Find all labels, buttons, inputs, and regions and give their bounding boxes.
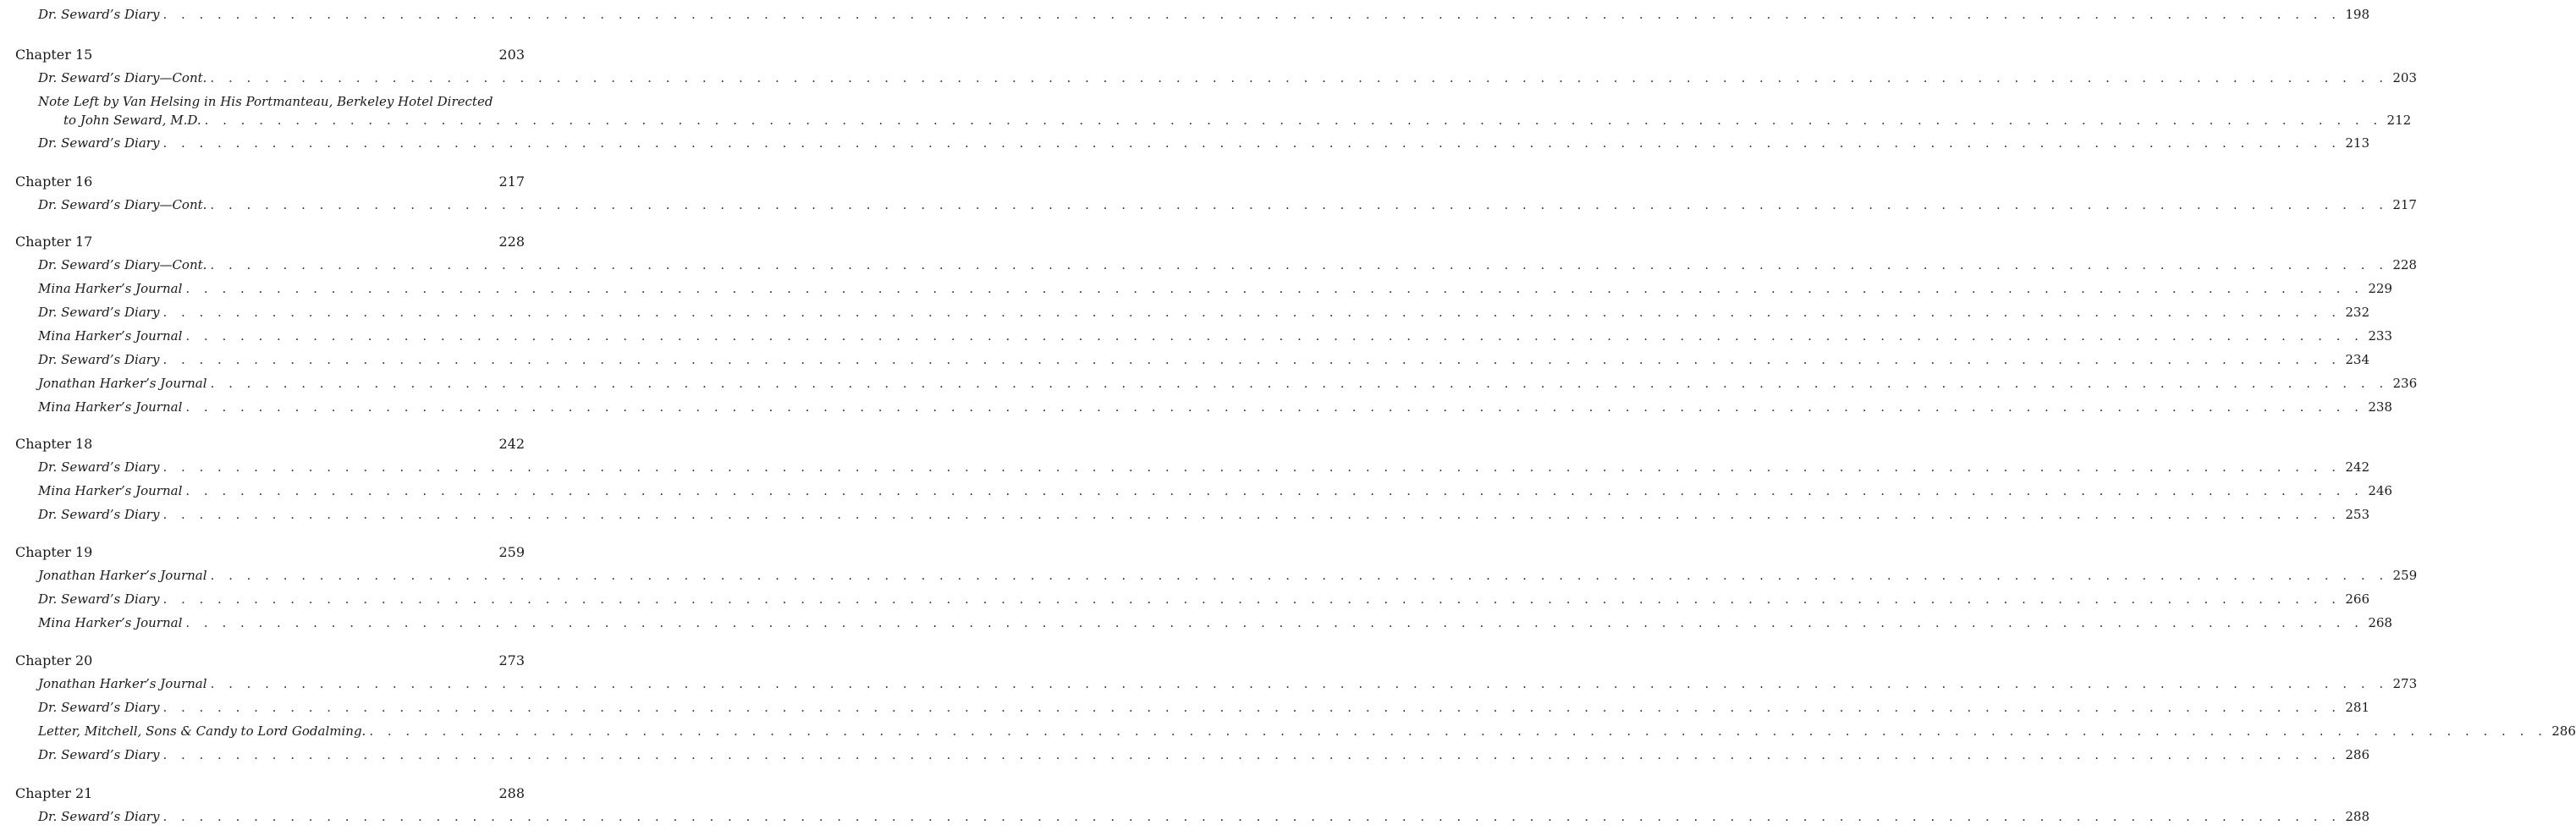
page-number: 253 (2345, 507, 2370, 522)
page-number: 229 (2368, 281, 2392, 296)
dot-leader: . . . . . . . . . . . . . . . . . . . . . . . . . . . . . . . . . . . . . . . . . . . . . . . . . . . . . . . . . . . . . . . . . . . . . . . . . . . . . . . . . . . . . . . . . . . . . . . . . . . . . . . . . . . . . . . . . . . . . . . . (210, 257, 2388, 272)
chapter-title: Chapter 19 (15, 544, 93, 560)
toc-entry (38, 327, 2392, 345)
page-number: 228 (498, 234, 525, 250)
dot-leader: . . . . . . . . . . . . . . . . . . . . . . . . . . . . . . . . . . . . . . . . . . . . . . . . . . . . . . . . . . . . . . . . . . . . . . . . . . . . . . . . . . . . . . . . . . . . . . . . . . . . . . . . . . . . . . . . . . . . . . . . (185, 615, 2364, 630)
entry-title: Dr. Seward’s Diary—Cont. (38, 257, 207, 272)
toc-entry (38, 481, 2392, 500)
page-number: 242 (2345, 459, 2370, 475)
toc-entry (38, 195, 2417, 214)
dot-leader: . . . . . . . . . . . . . . . . . . . . . . . . . . . . . . . . . . . . . . . . . . . . . . . . . . . . . . . . . . . . . . . . . . . . . . . . . . . . . . . . . . . . . . . . . . . . . . . . . . . . . . . . . . . . . . . . . . . . . . . . (369, 723, 2547, 739)
page-number: 198 (2345, 7, 2370, 22)
entry-title: Dr. Seward’s Diary—Cont. (38, 197, 207, 212)
page-number: 233 (2368, 328, 2392, 344)
toc-entry (38, 807, 2370, 826)
entry-title: Dr. Seward’s Diary (38, 352, 160, 367)
toc-entry (38, 590, 2370, 608)
toc-entry (38, 374, 2418, 393)
toc-entry (38, 134, 2370, 152)
dot-leader: . . . . . . . . . . . . . . . . . . . . . . . . . . . . . . . . . . . . . . . . . . . . . . . . . . . . . . . . . . . . . . . . . . . . . . . . . . . . . . . . . . . . . . . . . . . . . . . . . . . . . . . . . . . . . . . . . . . . . . . . (162, 459, 2342, 475)
page-number: 236 (2392, 376, 2418, 391)
entry-title: Dr. Seward’s Diary (38, 700, 160, 715)
toc-entry (38, 5, 2370, 24)
dot-leader: . . . . . . . . . . . . . . . . . . . . . . . . . . . . . . . . . . . . . . . . . . . . . . . . . . . . . . . . . . . . . . . . . . . . . . . . . . . . . . . . . . . . . . . . . . . . . . . . . . . . . . . . . . . . . . . . . . . . . . . . (162, 135, 2342, 151)
page-number: 217 (2392, 197, 2417, 212)
toc-chapter-heading (15, 172, 525, 192)
page-number: 246 (2368, 483, 2392, 498)
toc-entry (38, 279, 2392, 298)
dot-leader: . . . . . . . . . . . . . . . . . . . . . . . . . . . . . . . . . . . . . . . . . . . . . . . . . . . . . . . . . . . . . . . . . . . . . . . . . . . . . . . . . . . . . . . . . . . . . . . . . . . . . . . . . . . . . . . . . . . . . . . . (210, 70, 2388, 85)
toc-entry (38, 92, 2412, 129)
dot-leader: . . . . . . . . . . . . . . . . . . . . . . . . . . . . . . . . . . . . . . . . . . . . . . . . . . . . . . . . . . . . . . . . . . . . . . . . . . . . . . . . . . . . . . . . . . . . . . . . . . . . . . . . . . . . . . . . . . . . . . . . (204, 113, 2383, 128)
page-number: 242 (498, 436, 525, 452)
toc-chapter-heading (15, 45, 525, 65)
page-number: 286 (2345, 747, 2370, 762)
dot-leader: . . . . . . . . . . . . . . . . . . . . . . . . . . . . . . . . . . . . . . . . . . . . . . . . . . . . . . . . . . . . . . . . . . . . . . . . . . . . . . . . . . . . . . . . . . . . . . . . . . . . . . . . . . . . . . . . . . . . . . . . (162, 747, 2342, 762)
entry-title: Jonathan Harker’s Journal (38, 676, 207, 691)
entry-title: Letter, Mitchell, Sons & Candy to Lord Godalming. (38, 723, 366, 739)
dot-leader: . . . . . . . . . . . . . . . . . . . . . . . . . . . . . . . . . . . . . . . . . . . . . . . . . . . . . . . . . . . . . . . . . . . . . . . . . . . . . . . . . . . . . . . . . . . . . . . . . . . . . . . . . . . . . . . . . . . . . . . . (185, 399, 2364, 415)
entry-title: Mina Harker’s Journal (38, 399, 183, 415)
toc-entry (38, 698, 2370, 717)
dot-leader: . . . . . . . . . . . . . . . . . . . . . . . . . . . . . . . . . . . . . . . . . . . . . . . . . . . . . . . . . . . . . . . . . . . . . . . . . . . . . . . . . . . . . . . . . . . . . . . . . . . . . . . . . . . . . . . . . . . . . . . . (210, 568, 2389, 583)
entry-title: Mina Harker’s Journal (38, 328, 183, 344)
toc-entry (38, 745, 2370, 764)
entry-title: Mina Harker’s Journal (38, 615, 183, 630)
dot-leader: . . . . . . . . . . . . . . . . . . . . . . . . . . . . . . . . . . . . . . . . . . . . . . . . . . . . . . . . . . . . . . . . . . . . . . . . . . . . . . . . . . . . . . . . . . . . . . . . . . . . . . . . . . . . . . . . . . . . . . . . (185, 328, 2364, 344)
entry-title: Mina Harker’s Journal (38, 281, 183, 296)
dot-leader: . . . . . . . . . . . . . . . . . . . . . . . . . . . . . . . . . . . . . . . . . . . . . . . . . . . . . . . . . . . . . . . . . . . . . . . . . . . . . . . . . . . . . . . . . . . . . . . . . . . . . . . . . . . . . . . . . . . . . . . . (162, 591, 2342, 607)
entry-title: Dr. Seward’s Diary (38, 507, 160, 522)
dot-leader: . . . . . . . . . . . . . . . . . . . . . . . . . . . . . . . . . . . . . . . . . . . . . . . . . . . . . . . . . . . . . . . . . . . . . . . . . . . . . . . . . . . . . . . . . . . . . . . . . . . . . . . . . . . . . . . . . . . . . . . . (162, 507, 2342, 522)
dot-leader: . . . . . . . . . . . . . . . . . . . . . . . . . . . . . . . . . . . . . . . . . . . . . . . . . . . . . . . . . . . . . . . . . . . . . . . . . . . . . . . . . . . . . . . . . . . . . . . . . . . . . . . . . . . . . . . . . . . . . . . . (185, 281, 2364, 296)
dot-leader: . . . . . . . . . . . . . . . . . . . . . . . . . . . . . . . . . . . . . . . . . . . . . . . . . . . . . . . . . . . . . . . . . . . . . . . . . . . . . . . . . . . . . . . . . . . . . . . . . . . . . . . . . . . . . . . . . . . . . . . . (210, 376, 2389, 391)
dot-leader: . . . . . . . . . . . . . . . . . . . . . . . . . . . . . . . . . . . . . . . . . . . . . . . . . . . . . . . . . . . . . . . . . . . . . . . . . . . . . . . . . . . . . . . . . . . . . . . . . . . . . . . . . . . . . . . . . . . . . . . . (162, 7, 2342, 22)
page-number: 288 (498, 785, 525, 801)
entry-title: Dr. Seward’s Diary—Cont. (38, 70, 207, 85)
dot-leader: . . . . . . . . . . . . . . . . . . . . . . . . . . . . . . . . . . . . . . . . . . . . . . . . . . . . . . . . . . . . . . . . . . . . . . . . . . . . . . . . . . . . . . . . . . . . . . . . . . . . . . . . . . . . . . . . . . . . . . . . (162, 352, 2342, 367)
entry-title: Dr. Seward’s Diary (38, 591, 160, 607)
toc-entry (38, 613, 2392, 632)
chapter-title: Chapter 20 (15, 652, 93, 668)
toc-entry (38, 674, 2418, 693)
toc-entry (38, 256, 2417, 274)
page-number: 213 (2345, 135, 2370, 151)
toc-chapter-heading (15, 434, 525, 454)
page-number: 238 (2368, 399, 2392, 415)
page-number: 288 (2345, 809, 2370, 824)
entry-title: Dr. Seward’s Diary (38, 747, 160, 762)
page-number: 268 (2368, 615, 2392, 630)
dot-leader: . . . . . . . . . . . . . . . . . . . . . . . . . . . . . . . . . . . . . . . . . . . . . . . . . . . . . . . . . . . . . . . . . . . . . . . . . . . . . . . . . . . . . . . . . . . . . . . . . . . . . . . . . . . . . . . . . . . . . . . . (162, 700, 2342, 715)
toc-chapter-heading (15, 232, 525, 252)
page-number: 259 (498, 544, 525, 560)
page-number: 228 (2392, 257, 2417, 272)
entry-title: Jonathan Harker’s Journal (38, 568, 207, 583)
entry-title-line1: Note Left by Van Helsing in His Portmanteau, Berkeley Hotel Directed (38, 94, 493, 109)
entry-title: Dr. Seward’s Diary (38, 809, 160, 824)
page-number: 203 (2392, 70, 2417, 85)
toc-entry (38, 722, 2576, 740)
toc-entry (38, 350, 2370, 369)
page-number: 259 (2392, 568, 2418, 583)
chapter-title: Chapter 21 (15, 785, 93, 801)
toc-chapter-heading (15, 784, 525, 804)
toc-entry (38, 69, 2417, 87)
page-number: 273 (498, 652, 525, 668)
entry-title-line2: to John Seward, M.D. (63, 113, 201, 128)
page-number: 286 (2551, 723, 2576, 739)
entry-second-line (38, 111, 2412, 129)
page-number: 203 (498, 47, 525, 63)
toc-chapter-heading (15, 542, 525, 563)
entry-title: Dr. Seward’s Diary (38, 135, 160, 151)
page-number: 234 (2345, 352, 2370, 367)
dot-leader: . . . . . . . . . . . . . . . . . . . . . . . . . . . . . . . . . . . . . . . . . . . . . . . . . . . . . . . . . . . . . . . . . . . . . . . . . . . . . . . . . . . . . . . . . . . . . . . . . . . . . . . . . . . . . . . . . . . . . . . . (162, 305, 2342, 320)
chapter-title: Chapter 15 (15, 47, 93, 63)
toc-entry (38, 566, 2418, 585)
chapter-title: Chapter 16 (15, 173, 93, 190)
dot-leader: . . . . . . . . . . . . . . . . . . . . . . . . . . . . . . . . . . . . . . . . . . . . . . . . . . . . . . . . . . . . . . . . . . . . . . . . . . . . . . . . . . . . . . . . . . . . . . . . . . . . . . . . . . . . . . . . . . . . . . . . (210, 197, 2388, 212)
page-number: 273 (2392, 676, 2418, 691)
entry-title: Dr. Seward’s Diary (38, 305, 160, 320)
toc-entry (38, 458, 2370, 476)
dot-leader: . . . . . . . . . . . . . . . . . . . . . . . . . . . . . . . . . . . . . . . . . . . . . . . . . . . . . . . . . . . . . . . . . . . . . . . . . . . . . . . . . . . . . . . . . . . . . . . . . . . . . . . . . . . . . . . . . . . . . . . . (162, 809, 2342, 824)
page-number: 212 (2386, 113, 2412, 128)
entry-title: Mina Harker’s Journal (38, 483, 183, 498)
chapter-title: Chapter 18 (15, 436, 93, 452)
toc-entry (38, 303, 2370, 322)
toc-entry (38, 398, 2392, 416)
chapter-title: Chapter 17 (15, 234, 93, 250)
toc-entry (38, 505, 2370, 524)
page-number: 281 (2345, 700, 2370, 715)
page-number: 232 (2345, 305, 2370, 320)
entry-title: Dr. Seward’s Diary (38, 7, 160, 22)
entry-title: Jonathan Harker’s Journal (38, 376, 207, 391)
toc-chapter-heading (15, 651, 525, 671)
page-number: 217 (498, 173, 525, 190)
entry-title: Dr. Seward’s Diary (38, 459, 160, 475)
dot-leader: . . . . . . . . . . . . . . . . . . . . . . . . . . . . . . . . . . . . . . . . . . . . . . . . . . . . . . . . . . . . . . . . . . . . . . . . . . . . . . . . . . . . . . . . . . . . . . . . . . . . . . . . . . . . . . . . . . . . . . . . (185, 483, 2364, 498)
page-number: 266 (2345, 591, 2370, 607)
dot-leader: . . . . . . . . . . . . . . . . . . . . . . . . . . . . . . . . . . . . . . . . . . . . . . . . . . . . . . . . . . . . . . . . . . . . . . . . . . . . . . . . . . . . . . . . . . . . . . . . . . . . . . . . . . . . . . . . . . . . . . . . (210, 676, 2389, 691)
